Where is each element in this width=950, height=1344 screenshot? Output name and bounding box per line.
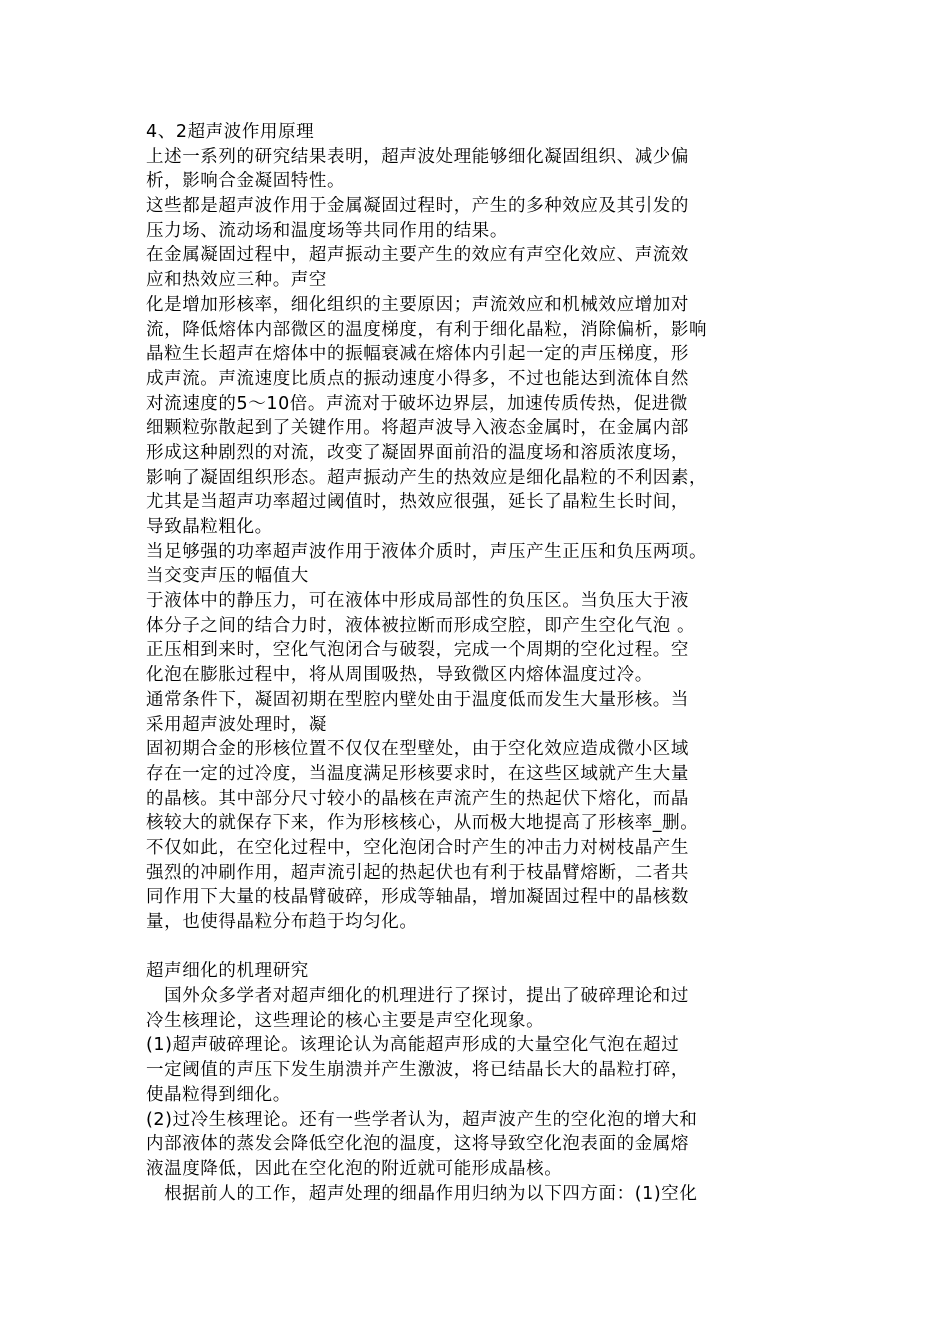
text-line: 形成这种剧烈的对流，改变了凝固界面前沿的温度场和溶质浓度场， xyxy=(146,442,689,463)
text-line: 导致晶粒粗化。 xyxy=(146,517,273,537)
text-line: 在金属凝固过程中，超声振动主要产生的效应有声空化效应、声流效 xyxy=(146,245,689,266)
text-line: 影响了凝固组织形态。超声振动产生的热效应是细化晶粒的不利因素， xyxy=(146,467,708,488)
body-block-1 xyxy=(146,145,826,935)
text-line: 不仅如此，在空化过程中，空化泡闭合时产生的冲击力对树枝晶产生 xyxy=(146,837,689,858)
text-line: 当足够强的功率超声波作用于液体介质时，声压产生正压和负压两项。 xyxy=(146,541,708,562)
text-line: 存在一定的过冷度，当温度满足形核要求时，在这些区域就产生大量 xyxy=(146,763,689,784)
text-line: 采用超声波处理时，凝 xyxy=(146,714,327,735)
text-line: 析，影响合金凝固特性。 xyxy=(146,171,346,192)
text-line: 同作用下大量的枝晶臂破碎，形成等轴晶，增加凝固过程中的晶核数 xyxy=(146,887,689,908)
text-line: 液温度降低，因此在空化泡的附近就可能形成晶核。 xyxy=(146,1158,563,1179)
text-line: (2)过冷生核理论。还有一些学者认为，超声波产生的空化泡的增大和 xyxy=(146,1109,698,1130)
text-line: 使晶粒得到细化。 xyxy=(146,1084,291,1105)
text-line: 量，也使得晶粒分布趋于均匀化。 xyxy=(146,912,418,932)
text-line: 流，降低熔体内部微区的温度梯度，有利于细化晶粒，消除偏析，影响 xyxy=(146,319,708,340)
text-line: 固初期合金的形核位置不仅仅在型壁处，由于空化效应造成微小区域 xyxy=(146,739,689,760)
subsection-title: 超声细化的机理研究 xyxy=(146,961,309,982)
text-line: 核较大的就保存下来，作为形核核心，从而极大地提高了形核率_删。 xyxy=(146,813,699,834)
text-line: 体分子之间的结合力时，液体被拉断而形成空腔，即产生空化气泡 。 xyxy=(146,615,696,636)
text-line: 应和热效应三种。声空 xyxy=(146,270,327,291)
text-line: 压力场、流动场和温度场等共同作用的结果。 xyxy=(146,220,508,241)
text-line: (1)超声破碎理论。该理论认为高能超声形成的大量空化气泡在超过 xyxy=(146,1035,680,1056)
text-line: 晶粒生长超声在熔体中的振幅衰减在熔体内引起一定的声压梯度，形 xyxy=(146,344,689,365)
text-line: 的晶核。其中部分尺寸较小的晶核在声流产生的热起伏下熔化，而晶 xyxy=(146,788,689,809)
paragraph-spacer xyxy=(146,935,826,960)
text-line: 细颗粒弥散起到了关键作用。将超声波导入液态金属时，在金属内部 xyxy=(146,418,689,439)
text-line: 正压相到来时，空化气泡闭合与破裂，完成一个周期的空化过程。空 xyxy=(146,640,689,661)
text-line: 冷生核理论，这些理论的核心主要是声空化现象。 xyxy=(146,1010,545,1031)
text-line: 一定阈值的声压下发生崩溃并产生激波，将已结晶长大的晶粒打碎， xyxy=(146,1060,689,1081)
text-line: 尤其是当超声功率超过阈值时，热效应很强，延长了晶粒生长时间， xyxy=(146,492,689,513)
text-line: 成声流。声流速度比质点的振动速度小得多，不过也能达到流体自然 xyxy=(146,368,689,389)
text-line: 于液体中的静压力，可在液体中形成局部性的负压区。当负压大于液 xyxy=(146,591,689,612)
text-line: 国外众多学者对超声细化的机理进行了探讨，提出了破碎理论和过 xyxy=(146,986,689,1007)
text-line: 上述一系列的研究结果表明，超声波处理能够细化凝固组织、减少偏 xyxy=(146,146,689,167)
text-line: 化泡在膨胀过程中，将从周围吸热，导致微区内熔体温度过冷。 xyxy=(146,665,653,686)
text-line: 内部液体的蒸发会降低空化泡的温度，这将导致空化泡表面的金属熔 xyxy=(146,1134,689,1155)
text-line: 通常条件下，凝固初期在型腔内壁处由于温度低而发生大量形核。当 xyxy=(146,689,689,710)
text-line: 强烈的冲刷作用，超声流引起的热起伏也有利于枝晶臂熔断，二者共 xyxy=(146,862,689,883)
text-line: 这些都是超声波作用于金属凝固过程时，产生的多种效应及其引发的 xyxy=(146,196,689,217)
text-line: 对流速度的5～10倍。声流对于破坏边界层，加速传质传热，促进微 xyxy=(146,393,688,414)
text-line: 化是增加形核率，细化组织的主要原因；声流效应和机械效应增加对 xyxy=(146,294,689,315)
text-line: 当交变声压的幅值大 xyxy=(146,566,309,587)
document-page xyxy=(146,120,826,1206)
section-title: 4、2超声波作用原理 xyxy=(146,122,315,142)
body-block-2 xyxy=(146,984,826,1206)
text-line: 根据前人的工作，超声处理的细晶作用归纳为以下四方面：(1)空化 xyxy=(146,1183,698,1204)
